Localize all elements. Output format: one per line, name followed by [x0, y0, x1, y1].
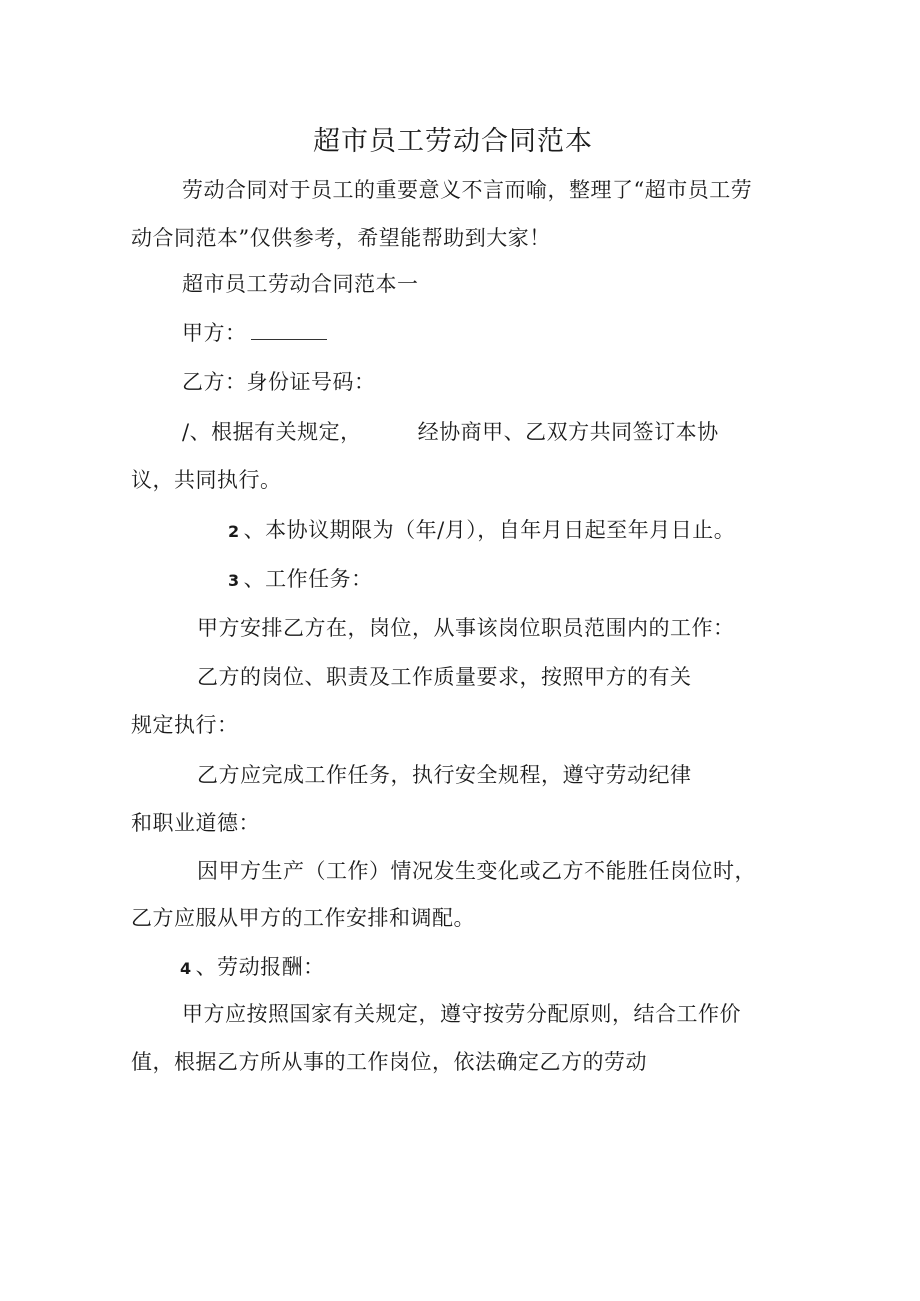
page-title: 超市员工劳动合同范本: [313, 126, 593, 157]
party-a-blank: [251, 319, 327, 340]
intro-line-2: 动合同范本”仅供参考，希望能帮助到大家！: [131, 226, 551, 250]
clause-1-part1: /、根据有关规定，: [182, 420, 362, 444]
party-a-label: 甲方：: [182, 321, 247, 345]
clause-2-number: 2: [228, 522, 240, 541]
clause-4-number: 4: [180, 959, 192, 978]
party-a-line: [182, 319, 327, 347]
party-b-line: 乙方：身份证号码：: [182, 370, 376, 394]
clause-4-text: 、劳动报酬：: [195, 955, 325, 979]
clause-1-cont: 议，共同执行。: [131, 468, 282, 492]
task-4-line-2: 乙方应服从甲方的工作安排和调配。: [131, 906, 475, 930]
task-3-line-2: 和职业道德：: [131, 811, 260, 835]
clause-2-text: 、本协议期限为（年/月），自年月日起至年月日止。: [243, 518, 736, 542]
clause-3-line: [228, 565, 373, 595]
intro-line-1: 劳动合同对于员工的重要意义不言而喻，整理了“超市员工劳: [182, 178, 753, 202]
clause-2-line: [228, 516, 735, 546]
clause-1-part2: 经协商甲、乙双方共同签订本协: [417, 420, 719, 444]
section-heading: 超市员工劳动合同范本一: [182, 272, 419, 296]
clause-3-text: 、工作任务：: [243, 567, 373, 591]
pay-line-1: 甲方应按照国家有关规定，遵守按劳分配原则，结合工作价: [182, 1002, 741, 1026]
clause-1-line: [182, 418, 719, 446]
task-2-line-1: 乙方的岗位、职责及工作质量要求，按照甲方的有关: [197, 665, 692, 689]
clause-3-number: 3: [228, 571, 240, 590]
task-1: 甲方安排乙方在，岗位，从事该岗位职员范围内的工作：: [197, 616, 735, 640]
task-4-line-1: 因甲方生产（工作）情况发生变化或乙方不能胜任岗位时，: [197, 859, 756, 883]
task-2-line-2: 规定执行：: [131, 713, 239, 737]
pay-line-2: 值，根据乙方所从事的工作岗位，依法确定乙方的劳动: [131, 1050, 647, 1074]
task-3-line-1: 乙方应完成工作任务，执行安全规程，遵守劳动纪律: [197, 763, 692, 787]
clause-4-line: [180, 953, 325, 983]
